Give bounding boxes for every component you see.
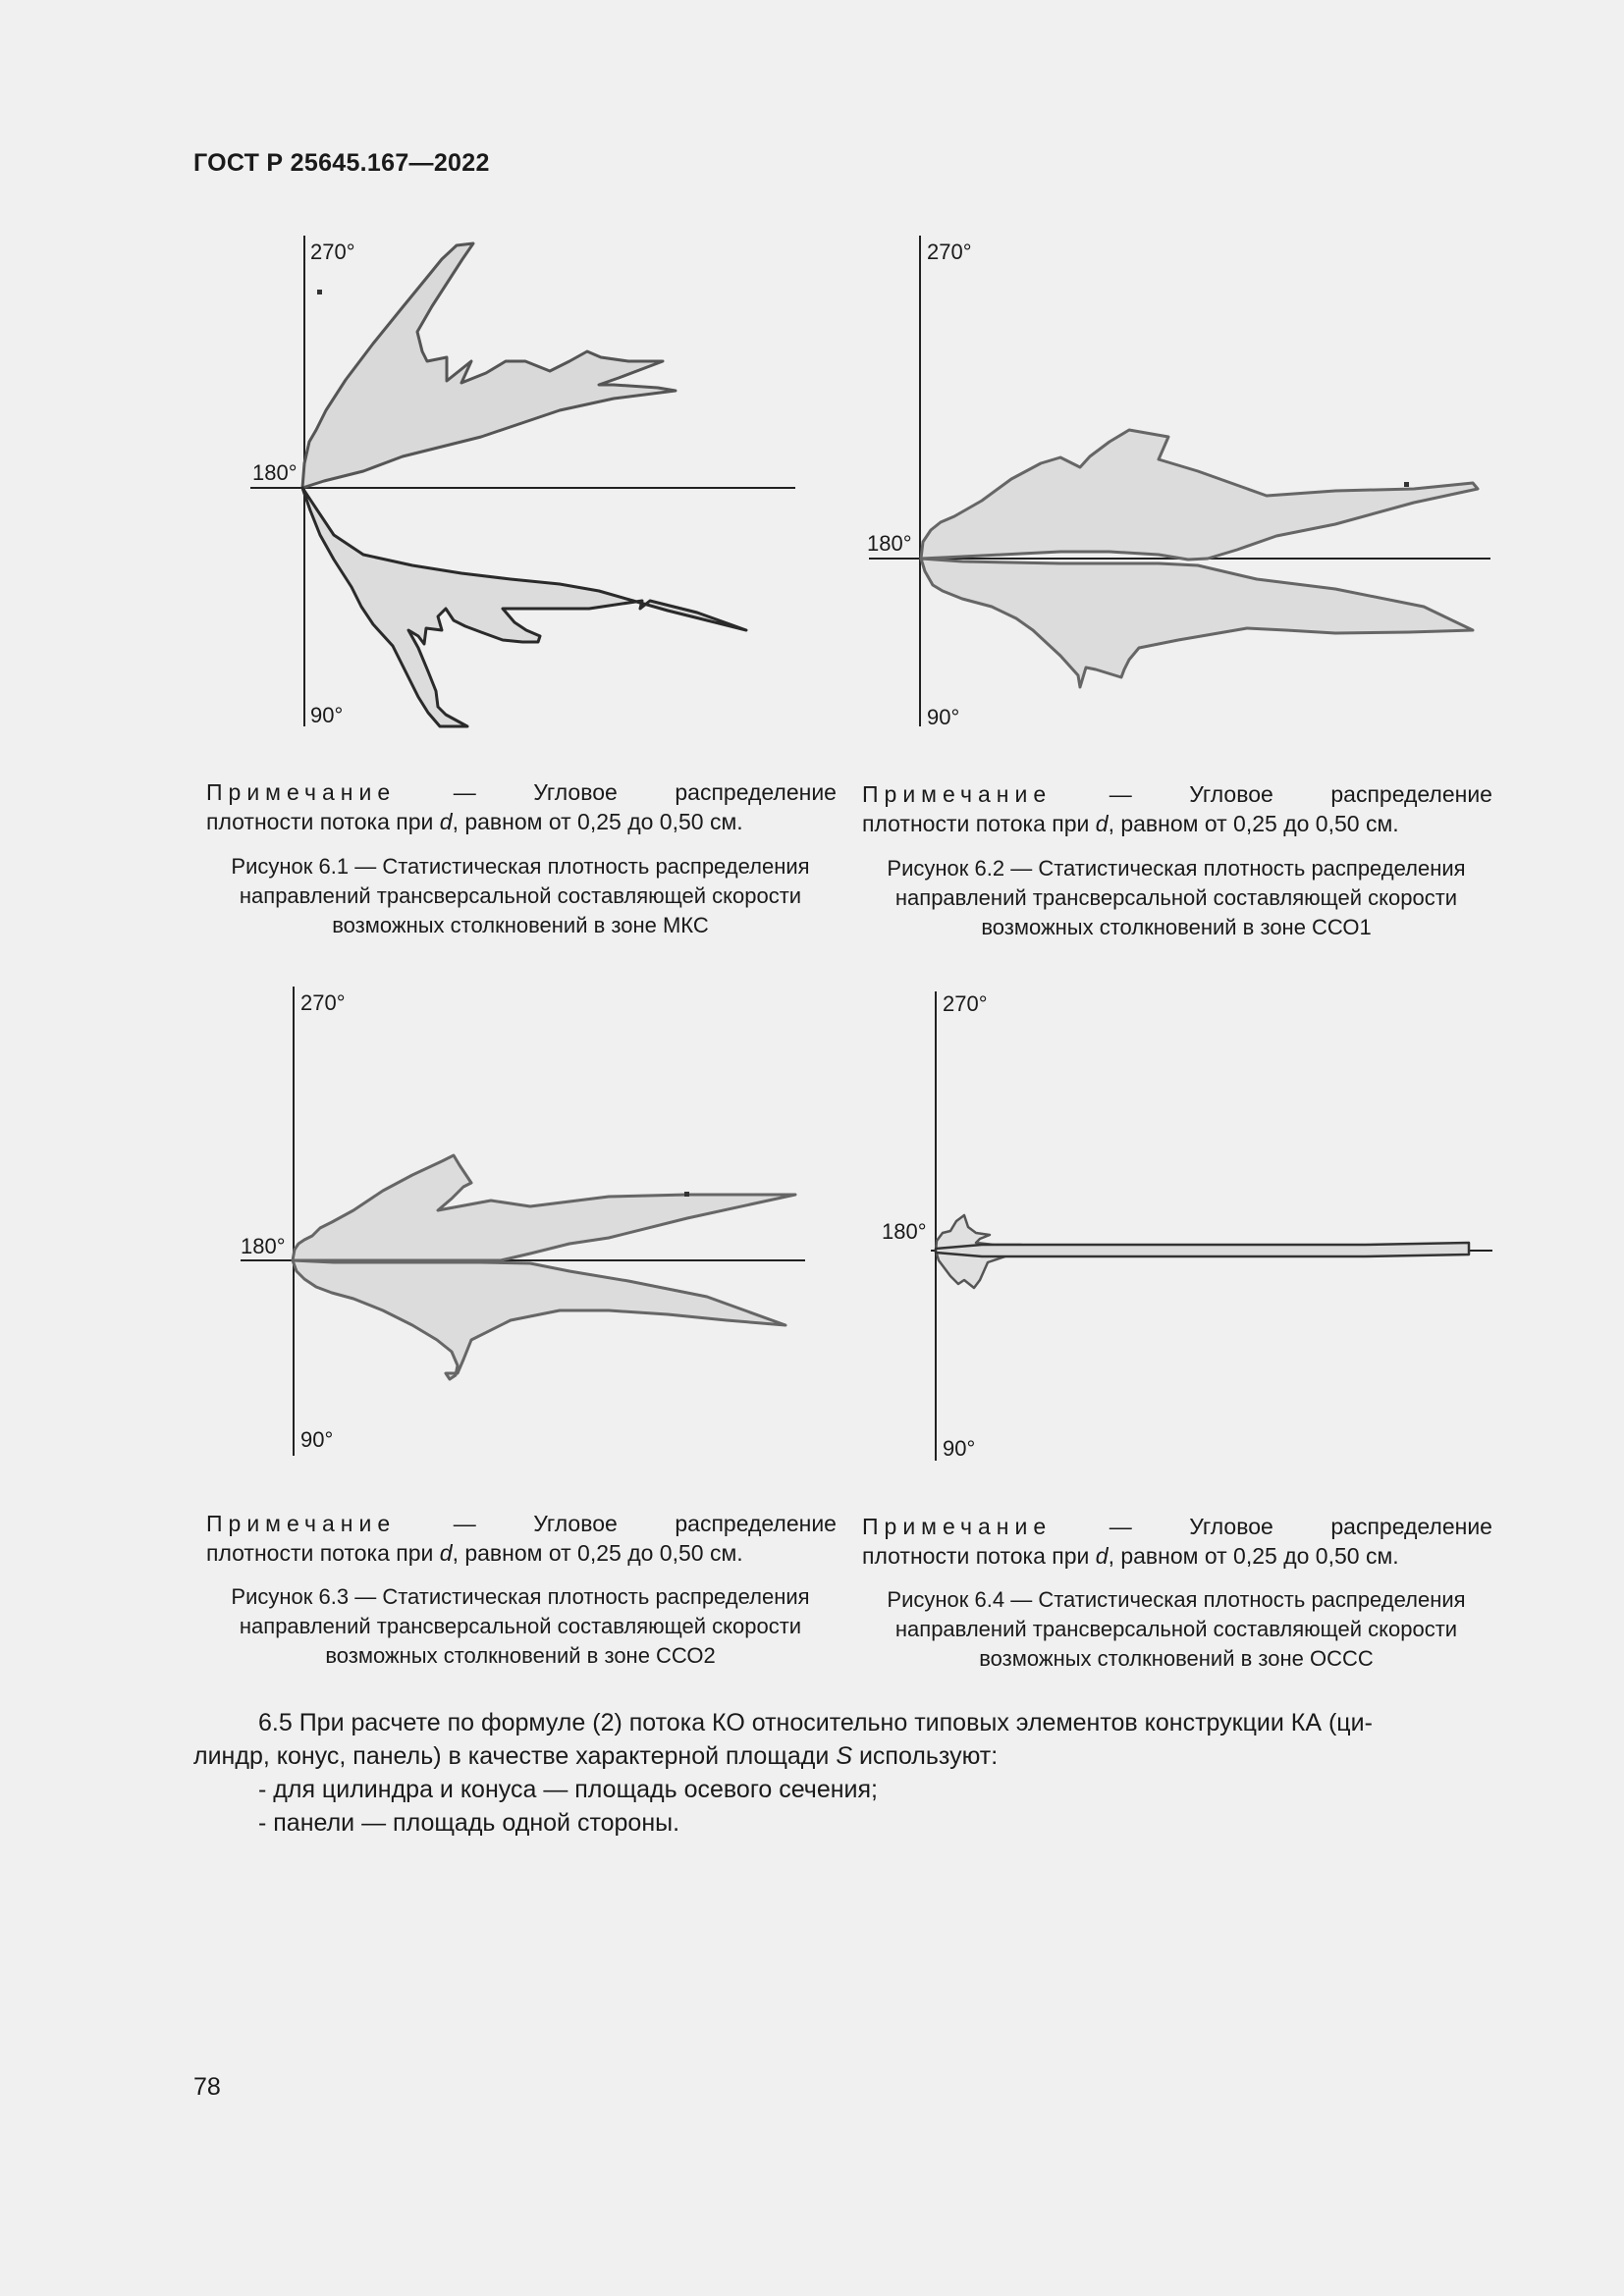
note-word: распределение — [1330, 781, 1492, 807]
document-header: ГОСТ Р 25645.167—2022 — [193, 149, 490, 177]
figure-6-3-diagram — [236, 987, 805, 1477]
figure-6-4-diagram — [874, 991, 1502, 1472]
note-label: Примечание — [862, 1514, 1053, 1539]
note-dash: — — [1109, 781, 1132, 807]
figure-6-3-angle-90: 90° — [300, 1427, 334, 1452]
figure-6-1-rose-lower-shape — [302, 488, 746, 726]
caption-line: Рисунок 6.4 — Статистическая плотность распределения — [887, 1587, 1466, 1612]
note-text: плотности потока при — [862, 1543, 1096, 1569]
caption-line: Рисунок 6.1 — Статистическая плотность распределения — [231, 854, 810, 879]
paragraph-text: используют: — [852, 1742, 999, 1770]
list-item: - для цилиндра и конуса — площадь осевого сечения; — [258, 1776, 878, 1803]
figure-6-3-rose-lower — [293, 1260, 785, 1379]
caption-line: Рисунок 6.3 — Статистическая плотность распределения — [231, 1584, 810, 1609]
note-label: Примечание — [862, 781, 1053, 807]
caption-line: направлений трансверсальной составляющей скорости — [894, 1617, 1458, 1641]
paragraph-line — [193, 1739, 1509, 1773]
figure-6-2 — [864, 236, 1502, 736]
figure-6-1-markers — [317, 290, 322, 294]
caption-line: возможных столкновений в зоне ОССС — [979, 1646, 1374, 1671]
figure-6-2-note — [862, 779, 1492, 838]
note-variable: d — [1095, 1543, 1109, 1569]
note-text: , равном от 0,25 до 0,50 см. — [1108, 1543, 1399, 1569]
section-6-5-paragraph — [193, 1706, 1509, 1840]
note-text: плотности потока при — [862, 811, 1096, 836]
caption-line: возможных столкновений в зоне ССО2 — [325, 1643, 716, 1668]
figure-6-2-rose-upper — [921, 430, 1478, 560]
note-text: плотности потока при — [206, 1540, 440, 1566]
figure-6-2-angle-270: 270° — [927, 240, 972, 264]
note-text: , равном от 0,25 до 0,50 см. — [1108, 811, 1399, 836]
note-variable: d — [439, 809, 453, 834]
figure-6-4-caption — [852, 1585, 1500, 1674]
figure-6-4-angle-180: 180° — [882, 1219, 927, 1244]
note-text: плотности потока при — [206, 809, 440, 834]
figure-6-3-angle-270: 270° — [300, 990, 346, 1015]
note-word: Угловое — [533, 1511, 618, 1536]
note-variable: d — [439, 1540, 453, 1566]
figure-6-1-note — [206, 777, 837, 836]
figure-6-3-caption — [196, 1582, 844, 1671]
figure-6-3-angle-180: 180° — [241, 1234, 286, 1258]
figure-6-3-markers — [684, 1192, 689, 1197]
figure-6-3-note — [206, 1509, 837, 1568]
caption-line: Рисунок 6.2 — Статистическая плотность распределения — [887, 856, 1466, 881]
caption-line: возможных столкновений в зоне ССО1 — [981, 915, 1372, 939]
note-word: Угловое — [1189, 781, 1273, 807]
figure-6-1-angle-90: 90° — [310, 703, 344, 727]
paragraph-variable: S — [836, 1742, 852, 1770]
note-label: Примечание — [206, 1511, 397, 1536]
note-word: распределение — [1330, 1514, 1492, 1539]
note-word: распределение — [675, 1511, 837, 1536]
figure-6-4-note — [862, 1512, 1492, 1571]
figure-6-2-caption — [852, 854, 1500, 942]
note-dash: — — [453, 1511, 476, 1536]
note-word: Угловое — [1189, 1514, 1273, 1539]
note-word: Угловое — [533, 779, 618, 805]
note-label: Примечание — [206, 779, 397, 805]
page-number: 78 — [193, 2073, 221, 2101]
caption-line: направлений трансверсальной составляющей скорости — [239, 1614, 802, 1638]
figure-6-2-rose-lower — [921, 559, 1473, 687]
figure-6-4-angle-270: 270° — [943, 991, 988, 1016]
figure-6-1-caption — [196, 852, 844, 940]
list-item: - панели — площадь одной стороны. — [258, 1809, 680, 1837]
figure-6-4-rose-spike — [936, 1243, 1469, 1256]
note-text: , равном от 0,25 до 0,50 см. — [452, 1540, 743, 1566]
figure-6-4-angle-90: 90° — [943, 1436, 976, 1461]
note-variable: d — [1095, 811, 1109, 836]
figure-6-1-diagram — [245, 236, 805, 736]
caption-line: направлений трансверсальной составляющей скорости — [894, 885, 1458, 910]
figure-6-3-rose-upper — [293, 1155, 795, 1260]
figure-6-2-angle-180: 180° — [867, 531, 912, 556]
figure-6-2-angle-90: 90° — [927, 705, 960, 729]
note-word: распределение — [675, 779, 837, 805]
figure-6-1-angle-270: 270° — [310, 240, 355, 264]
paragraph-line: 6.5 При расчете по формуле (2) потока КО относительно типовых элементов конструкции КА (ци- — [258, 1709, 1373, 1736]
figure-6-1-angle-180: 180° — [252, 460, 298, 485]
caption-line: направлений трансверсальной составляющей скорости — [239, 883, 802, 908]
note-dash: — — [453, 779, 476, 805]
figure-6-1-rose-upper — [302, 240, 676, 488]
figure-6-2-markers — [1404, 482, 1409, 487]
note-text: , равном от 0,25 до 0,50 см. — [452, 809, 743, 834]
figure-6-2-diagram — [864, 236, 1502, 736]
note-dash: — — [1109, 1514, 1132, 1539]
figure-6-1 — [245, 236, 805, 736]
caption-line: возможных столкновений в зоне МКС — [332, 913, 709, 937]
paragraph-text: линдр, конус, панель) в качестве характерной площади — [193, 1742, 837, 1770]
